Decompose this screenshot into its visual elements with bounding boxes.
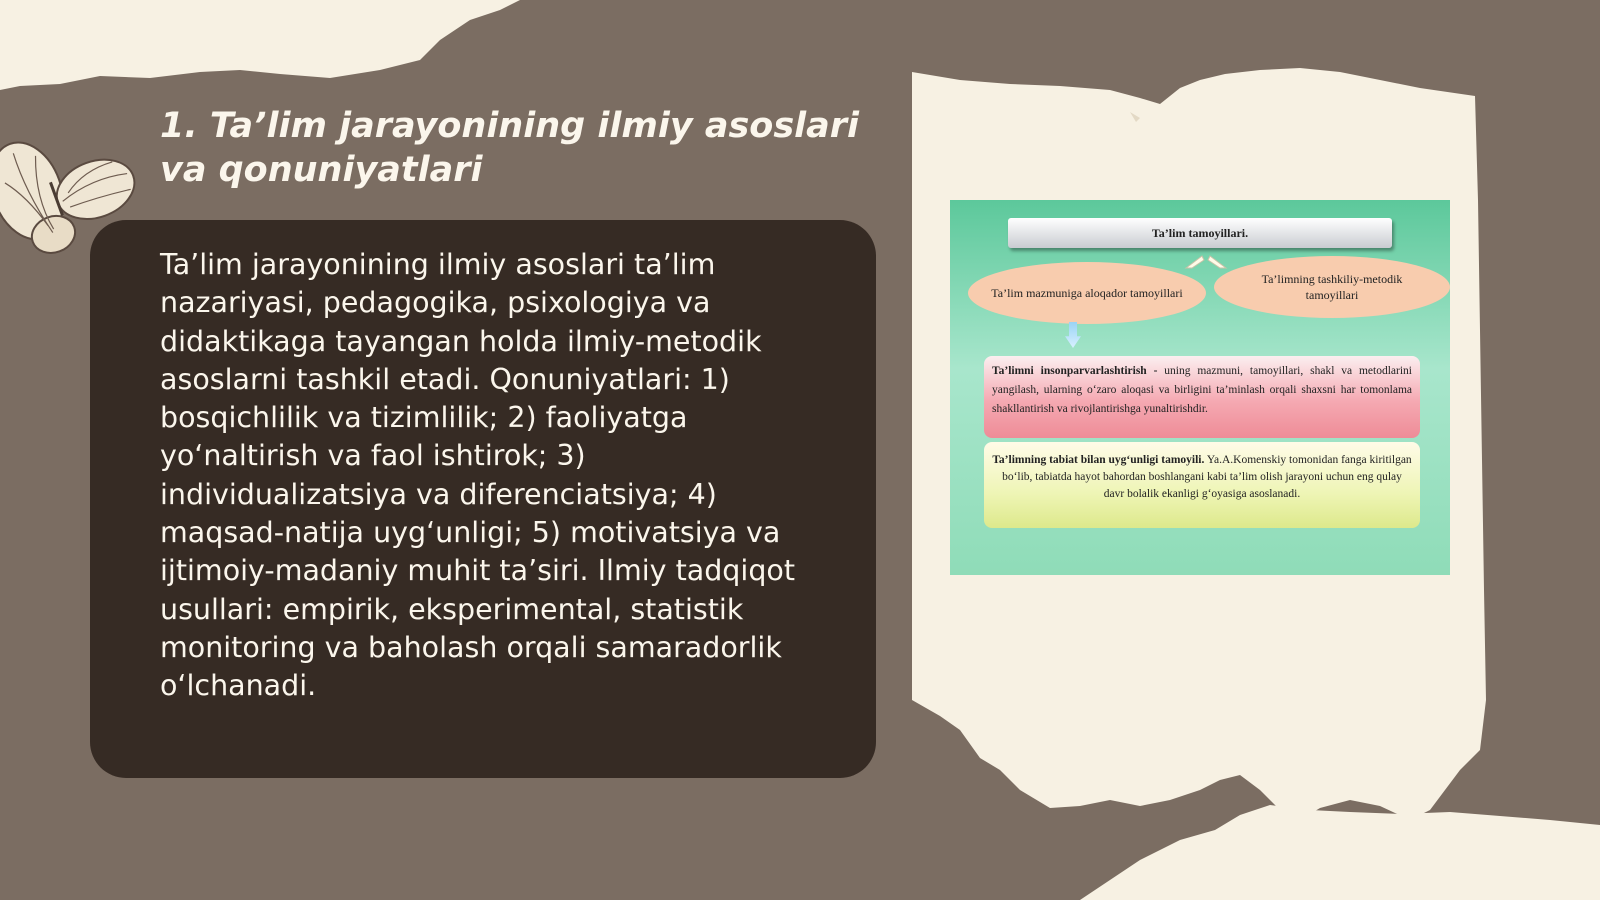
diagram-left-oval: Ta’lim mazmuniga aloqador tamoyillari xyxy=(968,262,1206,324)
diagram-box-nature-harmony xyxy=(984,442,1420,528)
slide-title: 1. Ta’lim jarayonining ilmiy asoslari va qonuniyatlari xyxy=(160,106,860,190)
branch-arrows-icon xyxy=(1182,250,1230,270)
box2-bold-text: Ta’limning tabiat bilan uyg‘unligi tamoyili. xyxy=(992,454,1205,466)
box2-text: Ya.A.Komenskiy tomonidan fanga kiritilgan bo‘lib, tabiatda hayot bahordan boshlangani kabi ta’lim olish jarayoni uchun eng qulay davr bolalik ekanligi g‘oyasiga asoslanadi. xyxy=(1002,454,1412,500)
diagram-box-humanization xyxy=(984,356,1420,438)
box1-text: uning mazmuni, tamoyillari, shakl va metodlarini yangilash, ularning o‘zaro aloqasi va birligini ta’minlash orqali shaxsni har tomonlama shakllantirish va rivojlantirishga yunaltirishdir. xyxy=(992,365,1412,415)
diagram-header: Ta’lim tamoyillari. xyxy=(1008,218,1392,248)
slide-body-text: Ta’lim jarayonining ilmiy asoslari ta’lim nazariyasi, pedagogika, psixologiya va didaktikaga tayangan holda ilmiy-metodik asoslarni tashkil etadi. Qonuniyatlari: 1) bosqichlilik va tizimlilik; 2) faoliyatga yo‘naltirish va faol ishtirok; 3) individualizatsiya va diferenciatsiya; 4) maqsad-natija uyg‘unligi; 5) motivatsiya va ijtimoiy-madaniy muhit ta’siri. Ilmiy tadqiqot usullari: empirik, eksperimental, statistik monitoring va baholash orqali samaradorlik o‘lchanadi. xyxy=(160,248,796,703)
principles-diagram xyxy=(950,200,1450,575)
arrow-down-icon xyxy=(1065,322,1081,348)
diagram-right-oval: Ta’limning tashkiliy-metodik tamoyillari xyxy=(1214,256,1450,318)
box1-bold-text: Ta’limni insonparvarlashtirish - xyxy=(992,365,1158,377)
